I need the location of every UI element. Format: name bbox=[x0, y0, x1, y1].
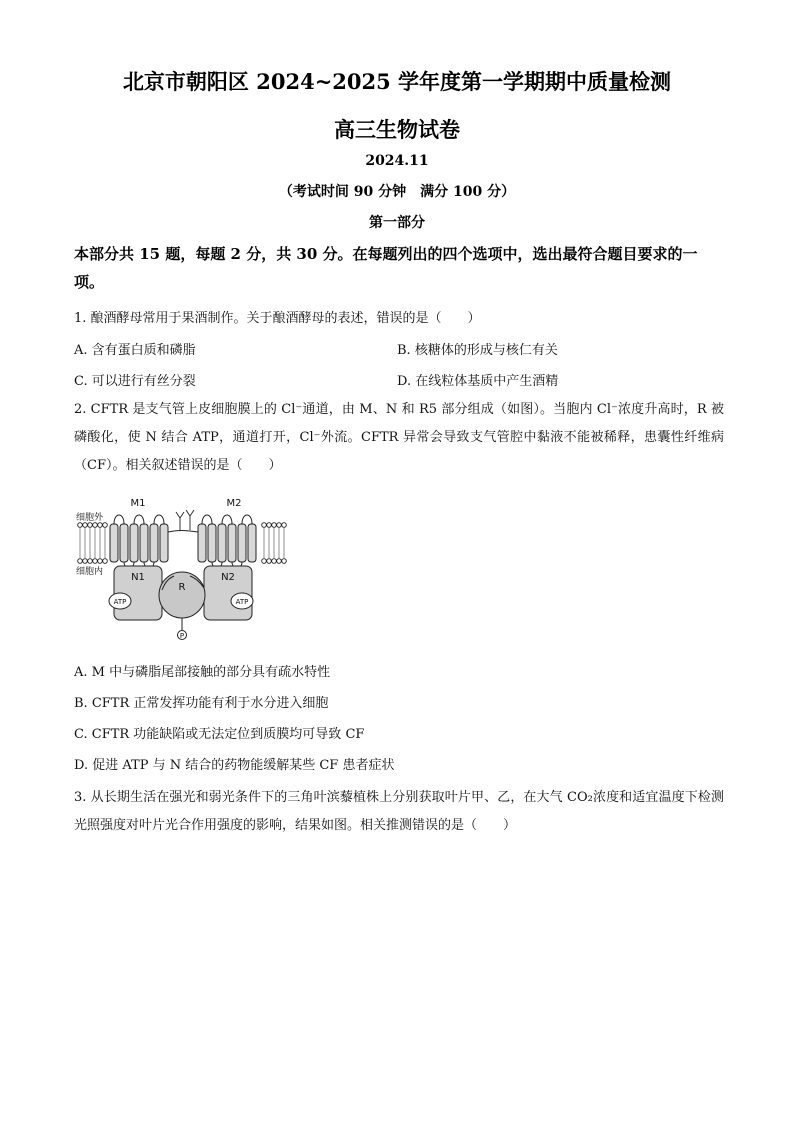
n1-label: N1 bbox=[131, 572, 145, 583]
section-instructions: 本部分共 15 题，每题 2 分，共 30 分。在每题列出的四个选项中，选出最符合题目要求的一项。 bbox=[74, 245, 698, 291]
exam-title: 北京市朝阳区 2024~2025 学年度第一学期期中质量检测 bbox=[122, 69, 672, 94]
atp-left-label: ATP bbox=[113, 598, 127, 606]
m2-label: M2 bbox=[226, 498, 242, 509]
q2-option-b: B. CFTR 正常发挥功能有利于水分进入细胞 bbox=[74, 696, 329, 711]
q2-option-d: D. 促进 ATP 与 N 结合的药物能缓解某些 CF 患者症状 bbox=[74, 758, 395, 773]
q3-stem: 3. 从长期生活在强光和弱光条件下的三角叶滨藜植株上分别获取叶片甲、乙，在大气 CO₂浓度和适宜温度下检测光照强度对叶片光合作用强度的影响，结果如图。相关推测错误的是（ ） bbox=[74, 790, 724, 833]
q1-option-c: C. 可以进行有丝分裂 bbox=[74, 374, 196, 389]
m1-label: M1 bbox=[130, 498, 146, 509]
outside-label: 细胞外 bbox=[76, 513, 104, 523]
atp-right-label: ATP bbox=[235, 598, 249, 606]
n2-label: N2 bbox=[221, 572, 235, 583]
m2-helices bbox=[198, 524, 256, 562]
r-label: R bbox=[178, 582, 186, 593]
q2-option-c: C. CFTR 功能缺陷或无法定位到质膜均可导致 CF bbox=[74, 727, 365, 742]
q1-option-a: A. 含有蛋白质和磷脂 bbox=[74, 343, 196, 358]
exam-subtitle: 高三生物试卷 bbox=[334, 117, 460, 142]
exam-info: （考试时间 90 分钟 满分 100 分） bbox=[278, 184, 516, 200]
m1-helices bbox=[110, 524, 168, 562]
r-domain bbox=[159, 572, 205, 618]
cftr-diagram bbox=[74, 494, 290, 644]
exam-date: 2024.11 bbox=[365, 153, 429, 169]
glycan-branches bbox=[176, 510, 194, 530]
q1-option-b: B. 核糖体的形成与核仁有关 bbox=[397, 343, 558, 358]
q2-stem: 2. CFTR 是支气管上皮细胞膜上的 Cl⁻通道，由 M、N 和 R5 部分组成（如图）。当胞内 Cl⁻浓度升高时，R 被磷酸化，使 N 结合 ATP，通道打开，Cl⁻外流。CFTR 异常会导致支气管腔中黏液不能被稀释，患囊性纤维病（CF）。相关叙述错误的是（ ） bbox=[74, 402, 724, 473]
phosphate-label: P bbox=[179, 632, 185, 640]
q2-option-a: A. M 中与磷脂尾部接触的部分具有疏水特性 bbox=[74, 665, 331, 680]
q1-option-d: D. 在线粒体基质中产生酒精 bbox=[397, 374, 559, 389]
part-title: 第一部分 bbox=[369, 215, 425, 231]
q1-stem: 1. 酿酒酵母常用于果酒制作。关于酿酒酵母的表述，错误的是（ ） bbox=[74, 311, 481, 326]
inside-label: 细胞内 bbox=[76, 567, 104, 577]
